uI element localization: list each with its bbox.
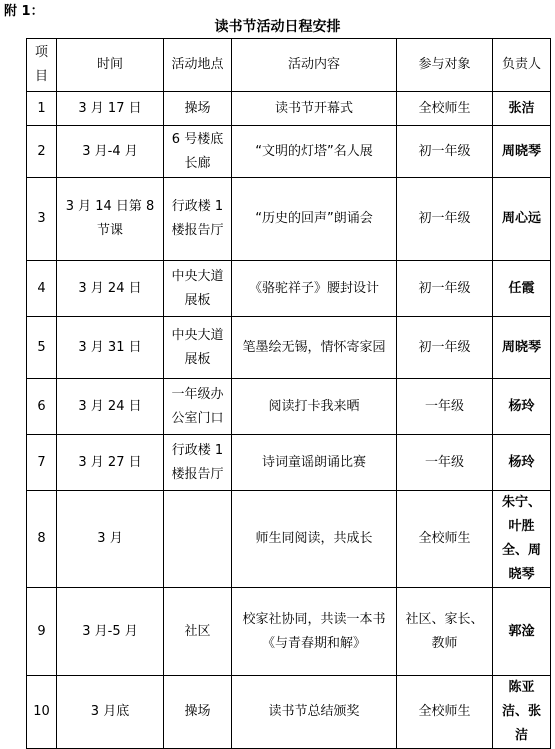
cell-location: 操场 xyxy=(164,676,232,749)
cell-participants: 一年级 xyxy=(397,379,493,435)
schedule-table xyxy=(26,38,551,749)
cell-time: 3 月-5 月 xyxy=(57,588,164,676)
cell-item: 7 xyxy=(27,435,57,491)
cell-time: 3 月 14 日第 8 节课 xyxy=(57,178,164,261)
cell-responsible: 张洁 xyxy=(493,92,551,126)
cell-content: 阅读打卡我来晒 xyxy=(232,379,397,435)
cell-location: 操场 xyxy=(164,92,232,126)
header-content: 活动内容 xyxy=(232,39,397,92)
cell-location: 中央大道展板 xyxy=(164,261,232,317)
cell-content: “文明的灯塔”名人展 xyxy=(232,126,397,178)
table-row xyxy=(27,379,551,435)
cell-content: 读书节总结颁奖 xyxy=(232,676,397,749)
cell-location: 一年级办公室门口 xyxy=(164,379,232,435)
cell-item: 9 xyxy=(27,588,57,676)
header-item: 项目 xyxy=(27,39,57,92)
cell-content: 诗词童谣朗诵比赛 xyxy=(232,435,397,491)
cell-time: 3 月底 xyxy=(57,676,164,749)
cell-location: 中央大道展板 xyxy=(164,317,232,379)
cell-content: 师生同阅读，共成长 xyxy=(232,491,397,588)
cell-item: 5 xyxy=(27,317,57,379)
cell-participants: 全校师生 xyxy=(397,676,493,749)
cell-content: 《骆驼祥子》腰封设计 xyxy=(232,261,397,317)
cell-time: 3 月 31 日 xyxy=(57,317,164,379)
cell-responsible: 郭淦 xyxy=(493,588,551,676)
cell-responsible: 周心远 xyxy=(493,178,551,261)
table-row xyxy=(27,435,551,491)
cell-responsible: 周晓琴 xyxy=(493,126,551,178)
cell-time: 3 月 xyxy=(57,491,164,588)
table-row xyxy=(27,317,551,379)
cell-responsible: 杨玲 xyxy=(493,435,551,491)
cell-participants: 全校师生 xyxy=(397,491,493,588)
cell-time: 3 月 17 日 xyxy=(57,92,164,126)
table-row xyxy=(27,588,551,676)
attachment-label: 附 1： xyxy=(4,4,44,19)
cell-participants: 一年级 xyxy=(397,435,493,491)
cell-location: 6 号楼底长廊 xyxy=(164,126,232,178)
table-row xyxy=(27,92,551,126)
cell-participants: 初一年级 xyxy=(397,261,493,317)
cell-responsible: 任霞 xyxy=(493,261,551,317)
table-row xyxy=(27,491,551,588)
cell-content: “历史的回声”朗诵会 xyxy=(232,178,397,261)
table-header-row xyxy=(27,39,551,92)
cell-responsible: 陈亚洁、张洁 xyxy=(493,676,551,749)
cell-participants: 初一年级 xyxy=(397,178,493,261)
table-row xyxy=(27,261,551,317)
cell-participants: 初一年级 xyxy=(397,126,493,178)
table-row xyxy=(27,676,551,749)
cell-content: 笔墨绘无锡，情怀寄家园 xyxy=(232,317,397,379)
cell-item: 2 xyxy=(27,126,57,178)
cell-location: 行政楼 1 楼报告厅 xyxy=(164,178,232,261)
cell-responsible: 杨玲 xyxy=(493,379,551,435)
cell-time: 3 月 24 日 xyxy=(57,379,164,435)
page-title: 读书节活动日程安排 xyxy=(214,19,341,35)
cell-item: 6 xyxy=(27,379,57,435)
cell-time: 3 月 27 日 xyxy=(57,435,164,491)
cell-location: 行政楼 1 楼报告厅 xyxy=(164,435,232,491)
cell-content: 读书节开幕式 xyxy=(232,92,397,126)
cell-item: 8 xyxy=(27,491,57,588)
cell-item: 1 xyxy=(27,92,57,126)
cell-item: 10 xyxy=(27,676,57,749)
cell-participants: 初一年级 xyxy=(397,317,493,379)
cell-time: 3 月-4 月 xyxy=(57,126,164,178)
header-responsible: 负责人 xyxy=(493,39,551,92)
cell-item: 4 xyxy=(27,261,57,317)
cell-item: 3 xyxy=(27,178,57,261)
cell-responsible: 朱宁、叶胜全、周晓琴 xyxy=(493,491,551,588)
cell-content: 校家社协同，共读一本书《与青春期和解》 xyxy=(232,588,397,676)
header-location: 活动地点 xyxy=(164,39,232,92)
cell-location xyxy=(164,491,232,588)
cell-location: 社区 xyxy=(164,588,232,676)
table-row xyxy=(27,126,551,178)
cell-time: 3 月 24 日 xyxy=(57,261,164,317)
header-participants: 参与对象 xyxy=(397,39,493,92)
cell-responsible: 周晓琴 xyxy=(493,317,551,379)
table-row xyxy=(27,178,551,261)
header-time: 时间 xyxy=(57,39,164,92)
cell-participants: 社区、家长、教师 xyxy=(397,588,493,676)
cell-participants: 全校师生 xyxy=(397,92,493,126)
